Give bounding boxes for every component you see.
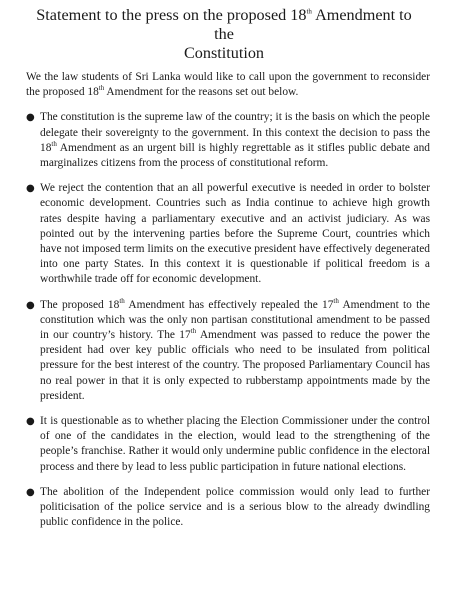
bullet-icon: ● [26, 112, 35, 124]
point-text: Amendment as an urgent bill is highly regrettable as it stifles public debate and marginalizes citizens from the process of constitutional reform. [40, 141, 430, 170]
bullet-icon: ● [26, 299, 35, 311]
point-text: Amendment has effectively repealed the 17 [124, 298, 334, 311]
intro-text-rest: Amendment for the reasons set out below. [104, 86, 299, 99]
point-text: We reject the contention that an all powerful executive is needed in order to bolster economic development. Countries such as India continue to achieve high growth rates despite having a parliamentary executive and an activist judiciary. As was pointed out by the intervening parties before the Supreme Court, countries which have not imposed term limits on the executive president have effectively degenerated into one party States. In this context it is questionable if political freedom is a worthwhile trade off for economic development. [40, 182, 430, 286]
title-line1-text: Statement to the press on the proposed 18 [36, 6, 307, 24]
title-line1-rest: Amendment to the [214, 6, 412, 43]
points-list [26, 110, 430, 530]
title-superscript: th [306, 7, 312, 16]
document-title [26, 6, 430, 63]
point-superscript: th [119, 296, 125, 305]
point-text: Amendment was passed to reduce the power the president had over key public officials who need to be insulated from political pressure for the best interest of the country. The proposed Parliamentary Council has no real power in that it is only expected to rubberstamp appointments made by the president. [40, 329, 430, 402]
list-item [26, 181, 430, 287]
list-item [26, 298, 430, 404]
list-item [26, 110, 430, 171]
bullet-icon: ● [26, 486, 35, 498]
point-superscript: th [51, 140, 57, 149]
intro-superscript: th [98, 84, 105, 93]
list-item [26, 485, 430, 531]
point-text: The proposed 18 [40, 298, 120, 311]
point-superscript: th [333, 296, 339, 305]
point-text: It is questionable as to whether placing the Election Commissioner under the control of one of the candidates in the election, would lead to the strengthening of the people’s franchise. Rather it would only undermine public confidence in the electoral process and there by lead to less public participation in future national elections. [40, 415, 430, 473]
list-item [26, 414, 430, 475]
point-superscript: th [190, 327, 197, 336]
intro-text: We the law students of Sri Lanka would like to call upon the government to reconsider the proposed 18 [26, 71, 430, 99]
point-text: Amendment to the constitution which was the only non partisan constitutional amendment to be passed in our country’s history. The 17 [40, 298, 430, 342]
bullet-icon: ● [26, 416, 35, 428]
point-text: The constitution is the supreme law of the country; it is the basis on which the people delegate their sovereignty to the government. In this context the decision to pass the 18 [40, 111, 430, 154]
title-line2-text: Constitution [183, 44, 265, 62]
point-text: The abolition of the Independent police commission would only lead to further politicisation of the police service and is a serious blow to the already dwindling public confidence in the police. [40, 485, 430, 529]
intro-paragraph [26, 70, 430, 100]
bullet-icon: ● [26, 183, 35, 195]
